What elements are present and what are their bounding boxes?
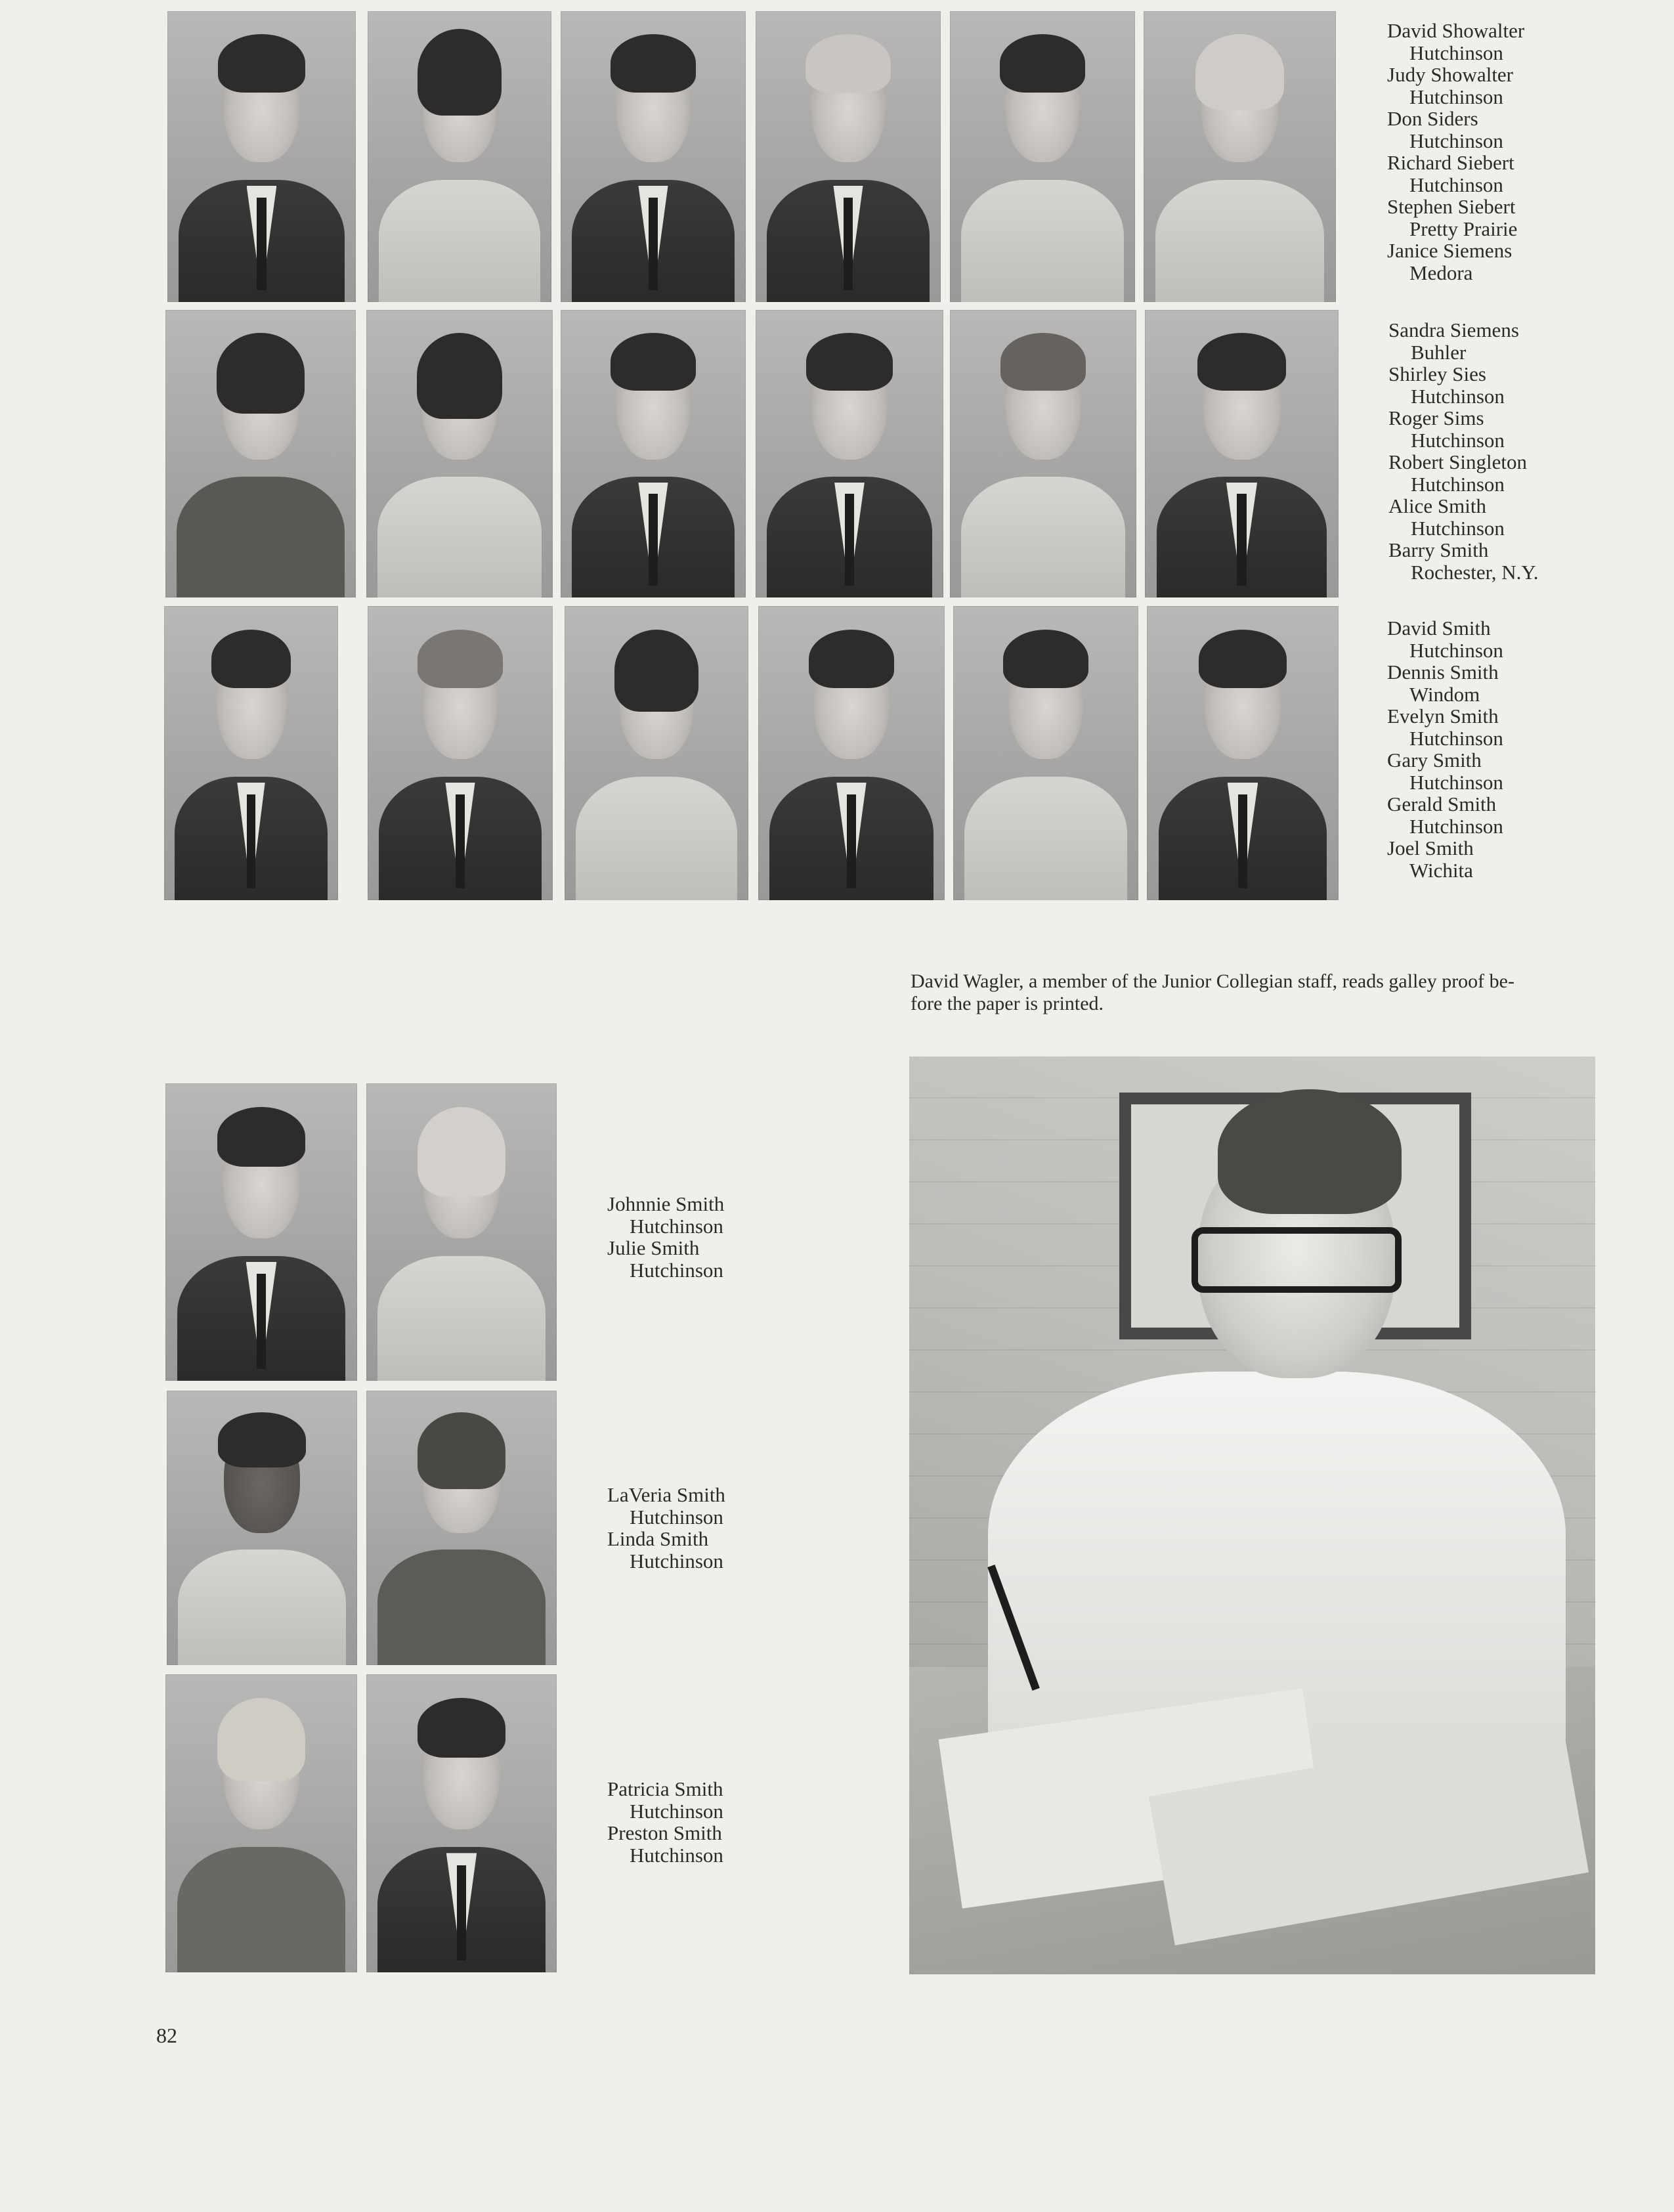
student-name: Preston Smith — [607, 1821, 722, 1844]
student-name: Dennis Smith — [1387, 661, 1499, 683]
student-hometown: Pretty Prairie — [1409, 217, 1518, 240]
portrait-photo — [565, 606, 748, 900]
student-hometown: Hutchinson — [630, 1799, 723, 1823]
portrait-photo — [561, 310, 746, 597]
portrait-photo — [953, 606, 1138, 900]
student-hometown: Hutchinson — [1409, 129, 1503, 152]
student-hometown: Hutchinson — [1409, 726, 1503, 750]
portrait-photo — [1147, 606, 1339, 900]
name-list-row-2 — [1388, 319, 1539, 583]
portrait-photo — [1145, 310, 1339, 597]
student-name: Judy Showalter — [1387, 63, 1514, 86]
student-hometown: Hutchinson — [1409, 638, 1503, 662]
candid-photo — [909, 1056, 1595, 1974]
student-hometown: Wichita — [1409, 858, 1473, 882]
student-name: Joel Smith — [1387, 836, 1474, 859]
portrait-photo — [561, 11, 746, 302]
portrait-photo — [165, 1083, 357, 1381]
portrait-photo — [756, 310, 943, 597]
portrait-photo — [167, 11, 356, 302]
portrait-photo — [165, 310, 356, 597]
portrait-photo — [758, 606, 945, 900]
student-name: LaVeria Smith — [607, 1483, 725, 1506]
student-hometown: Hutchinson — [1409, 85, 1503, 108]
portrait-photo — [366, 310, 553, 597]
student-name: Evelyn Smith — [1387, 705, 1499, 727]
student-name: Patricia Smith — [607, 1777, 723, 1800]
student-name: David Showalter — [1387, 19, 1525, 42]
student-hometown: Rochester, N.Y. — [1411, 560, 1539, 584]
student-name: Linda Smith — [607, 1527, 709, 1550]
student-hometown: Hutchinson — [1411, 428, 1505, 452]
name-list-pair-1 — [607, 1193, 724, 1281]
portrait-photo — [366, 1083, 557, 1381]
student-name: David Smith — [1387, 617, 1491, 640]
student-hometown: Hutchinson — [1409, 770, 1503, 794]
student-hometown: Hutchinson — [630, 1505, 723, 1529]
student-name: Robert Singleton — [1388, 450, 1527, 473]
student-hometown: Hutchinson — [1411, 472, 1505, 496]
student-name: Alice Smith — [1388, 494, 1486, 517]
portrait-photo — [368, 606, 553, 900]
student-hometown: Hutchinson — [630, 1214, 723, 1238]
student-name: Shirley Sies — [1388, 362, 1486, 385]
name-list-row-3 — [1387, 617, 1503, 881]
student-hometown: Hutchinson — [1409, 41, 1503, 64]
student-hometown: Hutchinson — [630, 1258, 723, 1282]
student-name: Janice Siemens — [1387, 239, 1513, 262]
portrait-photo — [366, 1674, 557, 1972]
portrait-photo — [756, 11, 941, 302]
portrait-photo — [950, 11, 1135, 302]
caption-line: fore the paper is printed. — [911, 993, 1104, 1014]
photo-caption — [911, 970, 1600, 1015]
student-name: Johnnie Smith — [607, 1192, 725, 1215]
portrait-photo — [368, 11, 551, 302]
portrait-photo — [165, 1674, 357, 1972]
student-hometown: Hutchinson — [630, 1843, 723, 1867]
student-hometown: Windom — [1409, 682, 1480, 706]
student-hometown: Hutchinson — [1411, 384, 1505, 408]
name-list-pair-3 — [607, 1778, 723, 1866]
student-name: Julie Smith — [607, 1236, 700, 1259]
page-number: 82 — [156, 2024, 177, 2047]
student-hometown: Hutchinson — [1411, 516, 1505, 540]
student-name: Sandra Siemens — [1388, 318, 1519, 341]
student-hometown: Medora — [1409, 261, 1473, 284]
name-list-row-1 — [1387, 20, 1524, 284]
student-name: Don Siders — [1387, 107, 1478, 130]
student-hometown: Hutchinson — [630, 1549, 723, 1572]
portrait-photo — [1144, 11, 1336, 302]
student-name: Gary Smith — [1387, 748, 1482, 771]
student-name: Richard Siebert — [1387, 151, 1514, 174]
student-name: Stephen Siebert — [1387, 195, 1516, 218]
student-hometown: Hutchinson — [1409, 814, 1503, 838]
portrait-photo — [164, 606, 338, 900]
name-list-pair-2 — [607, 1484, 725, 1572]
student-name: Barry Smith — [1388, 538, 1489, 561]
student-name: Roger Sims — [1388, 406, 1484, 429]
student-hometown: Buhler — [1411, 340, 1467, 364]
student-name: Gerald Smith — [1387, 792, 1497, 815]
caption-line: David Wagler, a member of the Junior Collegian staff, reads galley proof be- — [911, 970, 1514, 992]
portrait-photo — [950, 310, 1136, 597]
portrait-photo — [167, 1391, 357, 1665]
student-hometown: Hutchinson — [1409, 173, 1503, 196]
portrait-photo — [366, 1391, 557, 1665]
